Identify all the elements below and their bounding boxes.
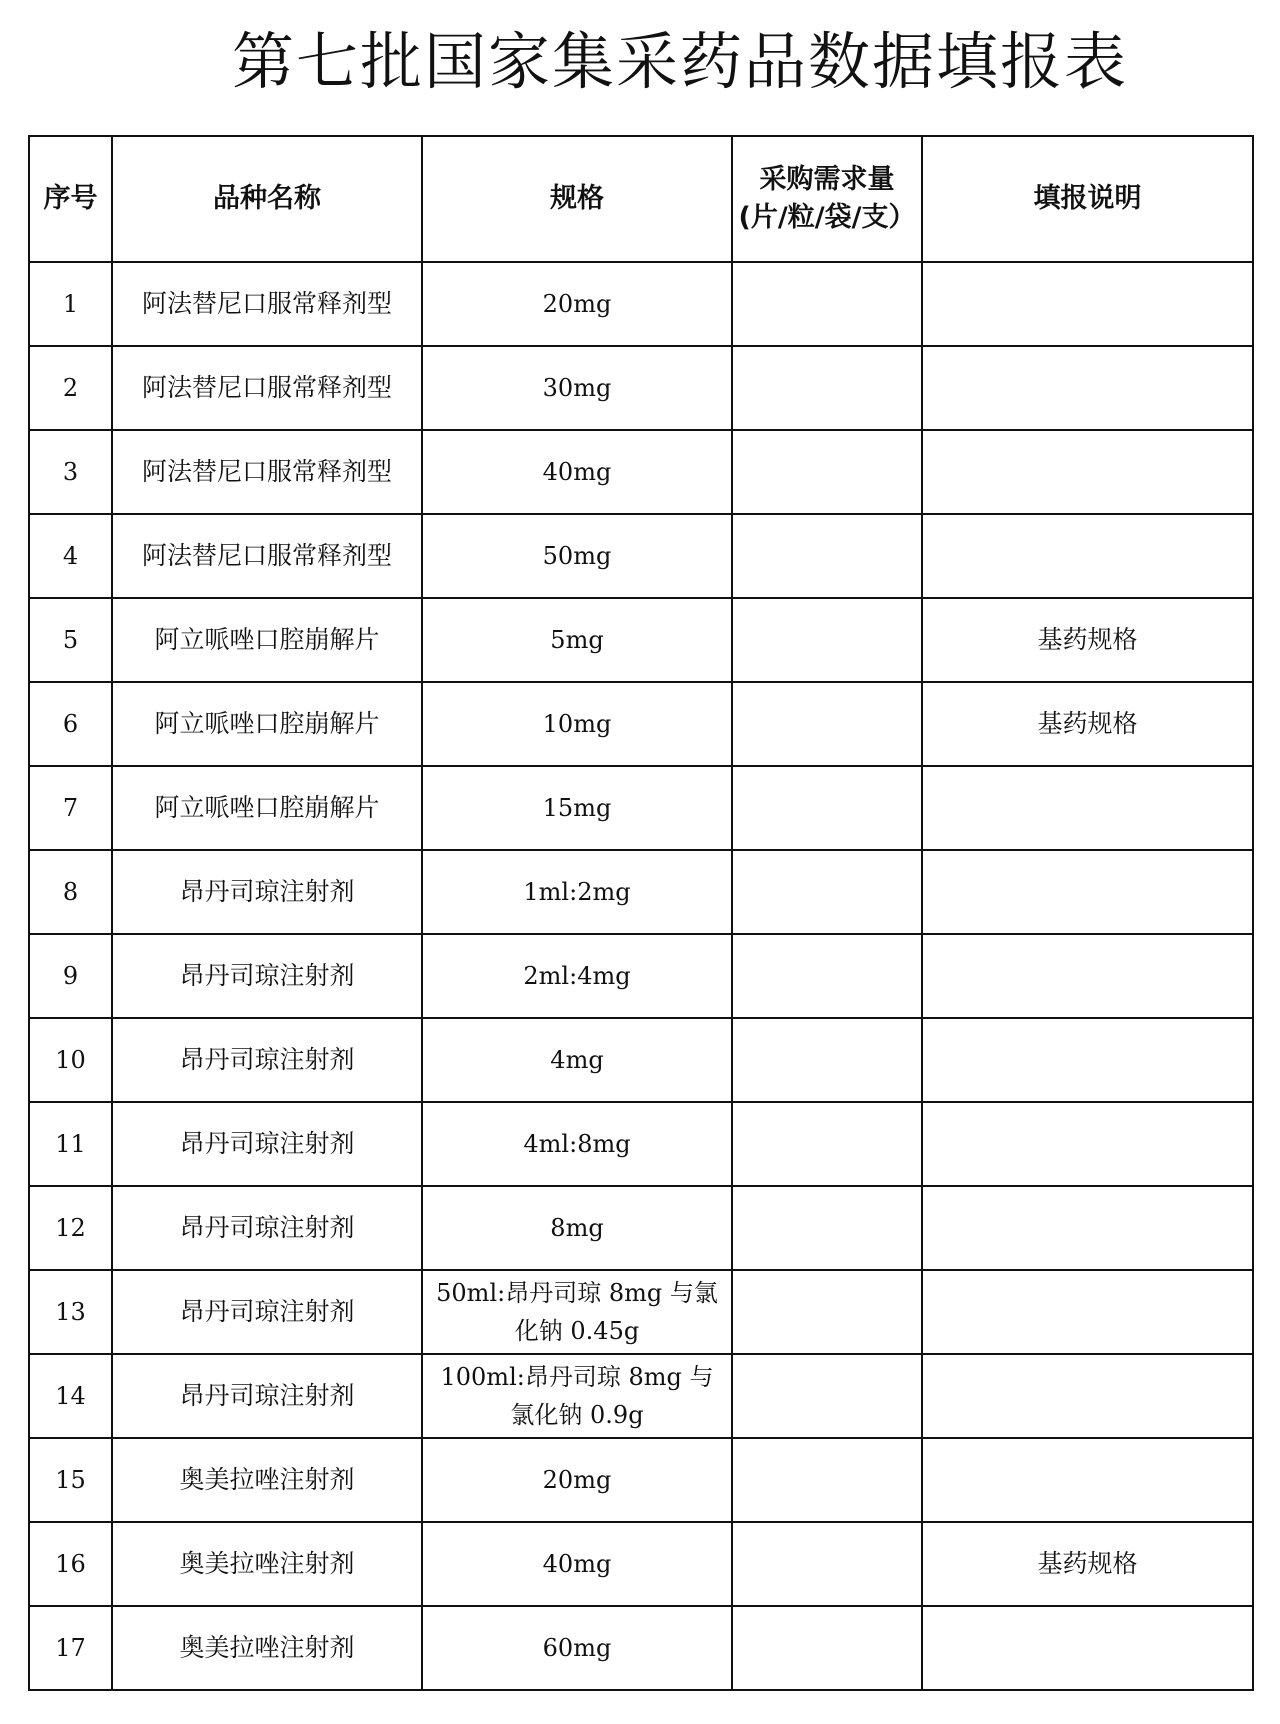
table-row — [29, 1186, 1253, 1270]
drug-name-cell: 奥美拉唑注射剂 — [112, 1606, 422, 1690]
drug-name-cell: 昂丹司琼注射剂 — [112, 1270, 422, 1354]
table-row — [29, 1354, 1253, 1438]
demand-input-cell[interactable] — [732, 346, 922, 430]
spec-cell: 40mg — [422, 430, 732, 514]
row-index-cell: 3 — [29, 430, 112, 514]
note-cell — [922, 1018, 1253, 1102]
note-cell — [922, 346, 1253, 430]
table-row — [29, 1270, 1253, 1354]
drug-name-cell: 昂丹司琼注射剂 — [112, 850, 422, 934]
drug-name-cell: 阿立哌唑口腔崩解片 — [112, 682, 422, 766]
table-row — [29, 1018, 1253, 1102]
row-index-cell: 15 — [29, 1438, 112, 1522]
header-demand-line1: 采购需求量 — [759, 164, 895, 195]
drug-name-cell: 昂丹司琼注射剂 — [112, 1018, 422, 1102]
drug-name-cell: 阿立哌唑口腔崩解片 — [112, 766, 422, 850]
demand-input-cell[interactable] — [732, 766, 922, 850]
table-row — [29, 682, 1253, 766]
demand-input-cell[interactable] — [732, 262, 922, 346]
spec-cell: 20mg — [422, 1438, 732, 1522]
spec-cell: 2ml:4mg — [422, 934, 732, 1018]
drug-name-cell: 昂丹司琼注射剂 — [112, 934, 422, 1018]
spec-cell: 50mg — [422, 514, 732, 598]
header-spec: 规格 — [422, 136, 732, 262]
note-cell — [922, 1186, 1253, 1270]
header-name: 品种名称 — [112, 136, 422, 262]
drug-name-cell: 奥美拉唑注射剂 — [112, 1438, 422, 1522]
drug-name-cell: 昂丹司琼注射剂 — [112, 1102, 422, 1186]
table-row — [29, 598, 1253, 682]
spec-cell: 10mg — [422, 682, 732, 766]
note-cell — [922, 1354, 1253, 1438]
demand-input-cell[interactable] — [732, 1354, 922, 1438]
demand-input-cell[interactable] — [732, 1018, 922, 1102]
drug-name-cell: 阿法替尼口服常释剂型 — [112, 430, 422, 514]
spec-cell: 20mg — [422, 262, 732, 346]
note-cell — [922, 430, 1253, 514]
note-cell — [922, 1438, 1253, 1522]
row-index-cell: 10 — [29, 1018, 112, 1102]
table-row — [29, 346, 1253, 430]
row-index-cell: 2 — [29, 346, 112, 430]
header-demand — [732, 136, 922, 262]
table-row — [29, 766, 1253, 850]
table-row — [29, 514, 1253, 598]
spec-cell: 8mg — [422, 1186, 732, 1270]
demand-input-cell[interactable] — [732, 1270, 922, 1354]
table-row — [29, 1606, 1253, 1690]
header-index: 序号 — [29, 136, 112, 262]
table-row — [29, 1438, 1253, 1522]
note-cell — [922, 766, 1253, 850]
table-row — [29, 262, 1253, 346]
row-index-cell: 7 — [29, 766, 112, 850]
drug-name-cell: 阿法替尼口服常释剂型 — [112, 514, 422, 598]
note-cell — [922, 1270, 1253, 1354]
note-cell: 基药规格 — [922, 598, 1253, 682]
data-table — [28, 135, 1254, 1691]
demand-input-cell[interactable] — [732, 682, 922, 766]
table-body — [29, 262, 1253, 1690]
row-index-cell: 8 — [29, 850, 112, 934]
page-title: 第七批国家集采药品数据填报表 — [231, 25, 1128, 98]
header-demand-line2: (片/粒/袋/支） — [738, 202, 916, 233]
row-index-cell: 1 — [29, 262, 112, 346]
note-cell — [922, 1102, 1253, 1186]
demand-input-cell[interactable] — [732, 850, 922, 934]
table-row — [29, 1522, 1253, 1606]
table-row — [29, 1102, 1253, 1186]
drug-name-cell: 昂丹司琼注射剂 — [112, 1186, 422, 1270]
row-index-cell: 5 — [29, 598, 112, 682]
demand-input-cell[interactable] — [732, 1522, 922, 1606]
header-row — [29, 136, 1253, 262]
table-row — [29, 850, 1253, 934]
row-index-cell: 13 — [29, 1270, 112, 1354]
drug-name-cell: 奥美拉唑注射剂 — [112, 1522, 422, 1606]
row-index-cell: 17 — [29, 1606, 112, 1690]
note-cell — [922, 514, 1253, 598]
drug-name-cell: 阿立哌唑口腔崩解片 — [112, 598, 422, 682]
spec-cell: 60mg — [422, 1606, 732, 1690]
spec-cell: 1ml:2mg — [422, 850, 732, 934]
spec-cell: 4mg — [422, 1018, 732, 1102]
row-index-cell: 16 — [29, 1522, 112, 1606]
header-note: 填报说明 — [922, 136, 1253, 262]
demand-input-cell[interactable] — [732, 934, 922, 1018]
demand-input-cell[interactable] — [732, 1438, 922, 1522]
note-cell: 基药规格 — [922, 682, 1253, 766]
row-index-cell: 12 — [29, 1186, 112, 1270]
demand-input-cell[interactable] — [732, 430, 922, 514]
note-cell — [922, 934, 1253, 1018]
drug-name-cell: 阿法替尼口服常释剂型 — [112, 262, 422, 346]
demand-input-cell[interactable] — [732, 1186, 922, 1270]
row-index-cell: 9 — [29, 934, 112, 1018]
spec-cell: 5mg — [422, 598, 732, 682]
table-row — [29, 430, 1253, 514]
demand-input-cell[interactable] — [732, 598, 922, 682]
spec-cell: 4ml:8mg — [422, 1102, 732, 1186]
row-index-cell: 4 — [29, 514, 112, 598]
spec-cell: 100ml:昂丹司琼 8mg 与氯化钠 0.9g — [422, 1354, 732, 1438]
table-row — [29, 934, 1253, 1018]
note-cell — [922, 1606, 1253, 1690]
spec-cell: 15mg — [422, 766, 732, 850]
note-cell — [922, 850, 1253, 934]
row-index-cell: 14 — [29, 1354, 112, 1438]
drug-name-cell: 阿法替尼口服常释剂型 — [112, 346, 422, 430]
row-index-cell: 11 — [29, 1102, 112, 1186]
demand-input-cell[interactable] — [732, 1606, 922, 1690]
drug-name-cell: 昂丹司琼注射剂 — [112, 1354, 422, 1438]
spec-cell: 30mg — [422, 346, 732, 430]
note-cell — [922, 262, 1253, 346]
demand-input-cell[interactable] — [732, 514, 922, 598]
spec-cell: 50ml:昂丹司琼 8mg 与氯化钠 0.45g — [422, 1270, 732, 1354]
note-cell: 基药规格 — [922, 1522, 1253, 1606]
demand-input-cell[interactable] — [732, 1102, 922, 1186]
spec-cell: 40mg — [422, 1522, 732, 1606]
row-index-cell: 6 — [29, 682, 112, 766]
